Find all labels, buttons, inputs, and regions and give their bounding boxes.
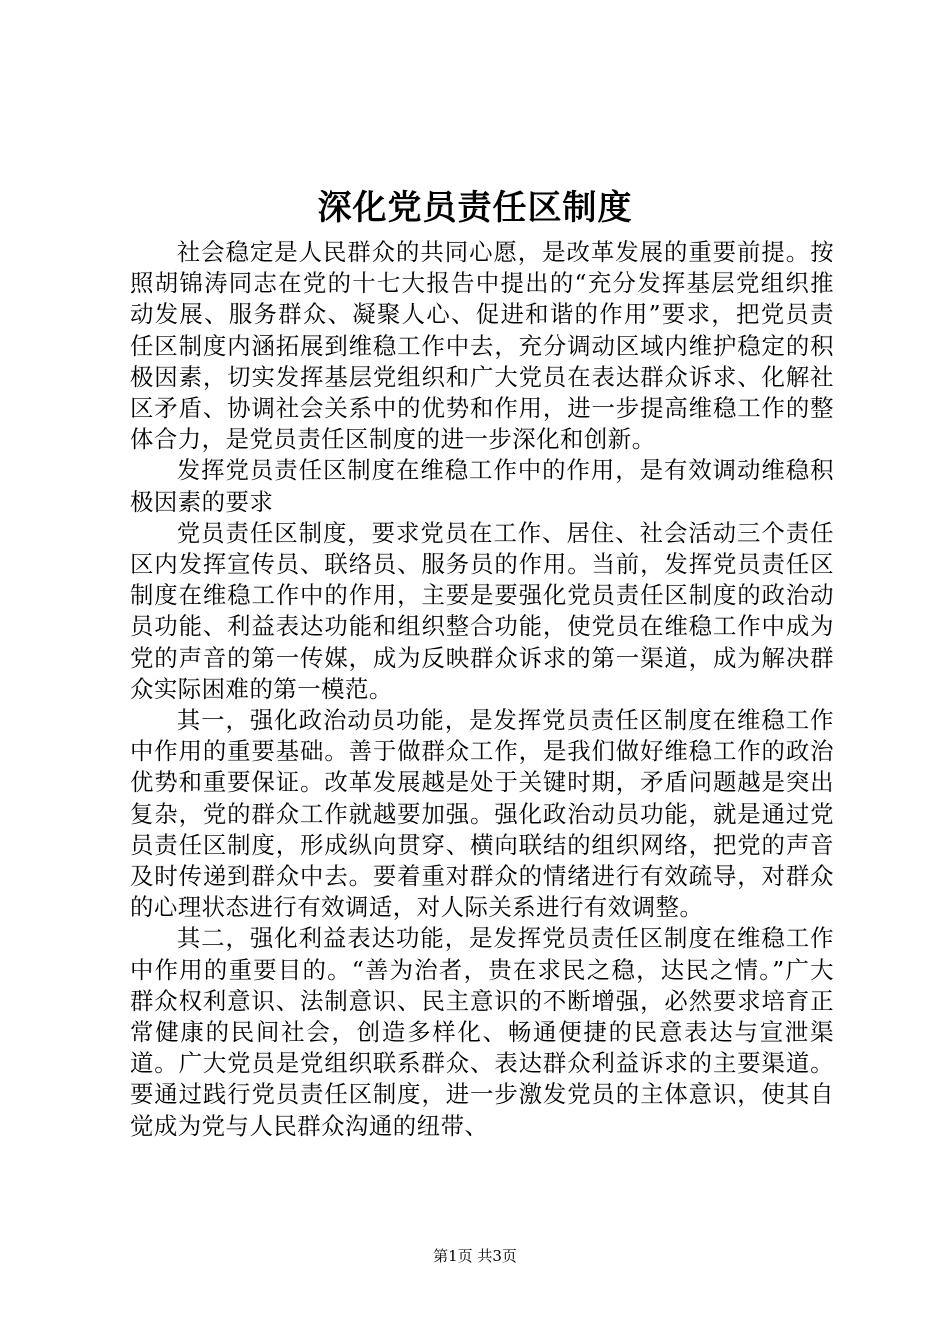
- document-body: [130, 237, 834, 1142]
- page-number: 第1页 共3页: [433, 1247, 517, 1265]
- paragraph-interest-expression: 其二，强化利益表达功能，是发挥党员责任区制度在维稳工作中作用的重要目的。“善为治者，贵在求民之稳，达民之情。”广大群众权利意识、法制意识、民主意识的不断增强，必然要求培育正常健康的民间社会，创造多样化、畅通便捷的民意表达与宣泄渠道。广大党员是党组织联系群众、表达群众利益诉求的主要渠道。要通过践行党员责任区制度，进一步激发党员的主体意识，使其自觉成为党与人民群众沟通的纽带、: [130, 924, 834, 1140]
- document-title: 深化党员责任区制度: [317, 188, 633, 228]
- paragraph-section-heading: 发挥党员责任区制度在维稳工作中的作用，是有效调动维稳积极因素的要求: [130, 456, 834, 516]
- paragraph-political-mobilization: 其一，强化政治动员功能，是发挥党员责任区制度在维稳工作中作用的重要基础。善于做群众工作，是我们做好维稳工作的政治优势和重要保证。改革发展越是处于关键时期，矛盾问题越是突出复杂，党的群众工作就越要加强。强化政治动员功能，就是通过党员责任区制度，形成纵向贯穿、横向联结的组织网络，把党的声音及时传递到群众中去。要着重对群众的情绪进行有效疏导，对群众的心理状态进行有效调适，对人际关系进行有效调整。: [130, 706, 834, 922]
- paragraph-responsibility-system: 党员责任区制度，要求党员在工作、居住、社会活动三个责任区内发挥宣传员、联络员、服务员的作用。当前，发挥党员责任区制度在维稳工作中的作用，主要是要强化党员责任区制度的政治动员功能、利益表达功能和组织整合功能，使党员在维稳工作中成为党的声音的第一传媒，成为反映群众诉求的第一渠道，成为解决群众实际困难的第一模范。: [130, 518, 834, 703]
- paragraph-intro: 社会稳定是人民群众的共同心愿，是改革发展的重要前提。按照胡锦涛同志在党的十七大报告中提出的“充分发挥基层党组织推动发展、服务群众、凝聚人心、促进和谐的作用”要求，把党员责任区制度内涵拓展到维稳工作中去，充分调动区域内维护稳定的积极因素，切实发挥基层党组织和广大党员在表达群众诉求、化解社区矛盾、协调社会关系中的优势和作用，进一步提高维稳工作的整体合力，是党员责任区制度的进一步深化和创新。: [130, 238, 834, 454]
